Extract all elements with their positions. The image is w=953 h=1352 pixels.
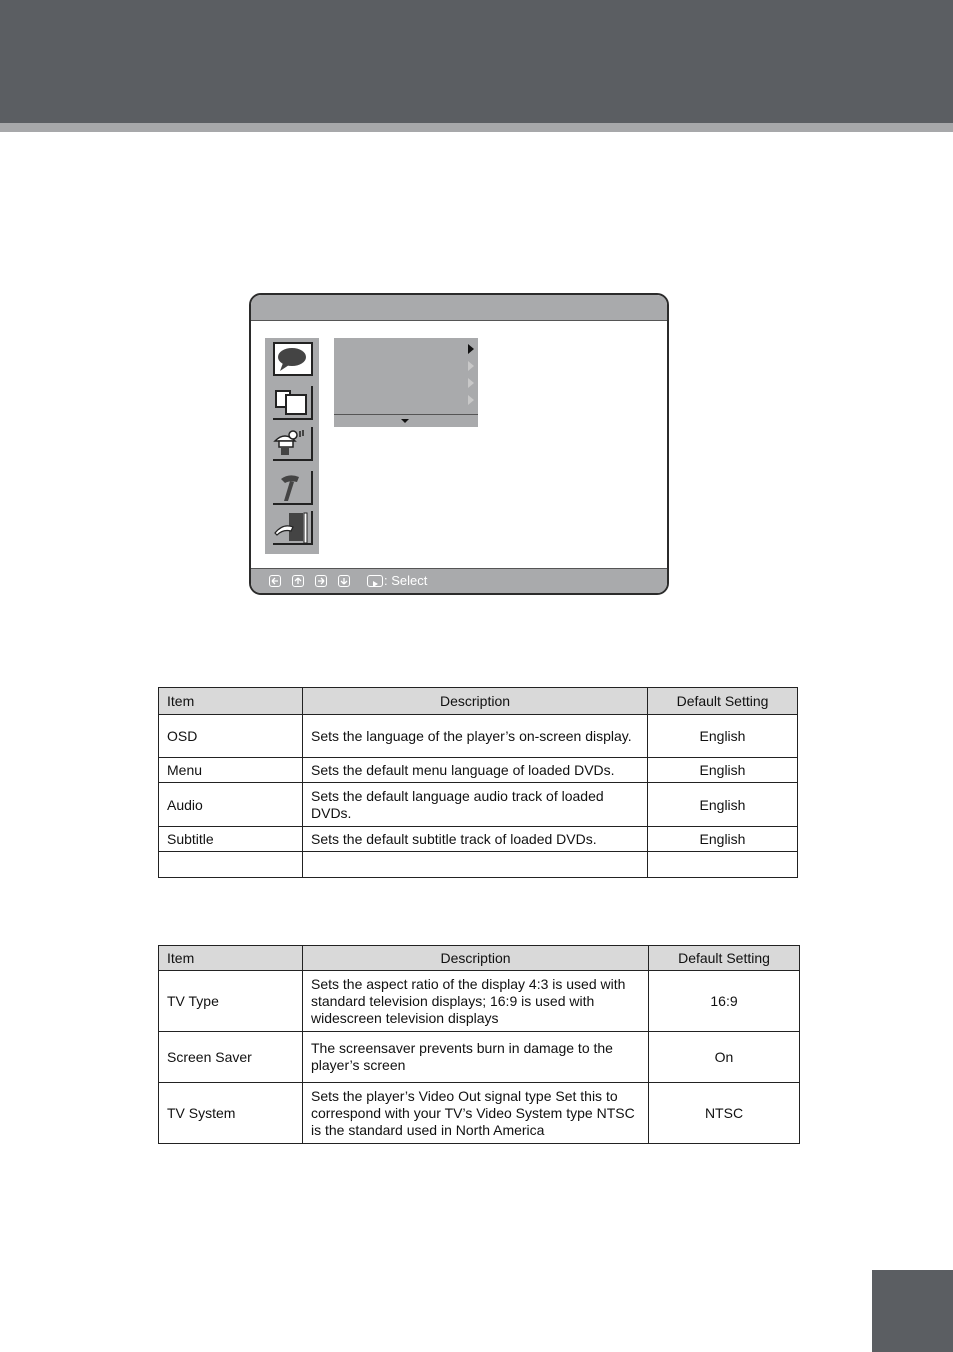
chevron-right-icon [468, 395, 474, 405]
item-cell: Subtitle [159, 827, 303, 852]
description-cell: Sets the default menu language of loaded DVDs. [303, 758, 648, 783]
chevron-down-icon [401, 419, 409, 423]
default-cell: English [648, 827, 798, 852]
item-cell: Menu [159, 758, 303, 783]
description-cell: Sets the player’s Video Out signal type Set this to correspond with your TV’s Video System type NTSC is the standard used in North America [303, 1083, 649, 1144]
chevron-right-icon [468, 344, 474, 354]
submenu-row[interactable] [334, 340, 478, 356]
down-arrow-key-icon [338, 575, 350, 587]
default-cell: English [648, 783, 798, 827]
default-cell [648, 852, 798, 878]
table-row [159, 852, 798, 878]
up-arrow-key-icon [292, 575, 304, 587]
osd-title-bar [251, 295, 667, 321]
description-cell: Sets the default language audio track of loaded DVDs. [303, 783, 648, 827]
description-cell: The screensaver prevents burn in damage to the player’s screen [303, 1032, 649, 1083]
right-arrow-key-icon [315, 575, 327, 587]
table-row [159, 1083, 800, 1144]
page-header-stripe [0, 123, 953, 132]
default-cell: NTSC [649, 1083, 800, 1144]
item-cell: TV Type [159, 971, 303, 1032]
screens-icon[interactable] [273, 386, 313, 420]
default-cell: On [649, 1032, 800, 1083]
left-arrow-key-icon [269, 575, 281, 587]
column-header-item: Item [159, 688, 303, 715]
submenu-divider [334, 414, 478, 415]
item-cell: TV System [159, 1083, 303, 1144]
table-row [159, 1032, 800, 1083]
chevron-right-icon [468, 378, 474, 388]
table-row [159, 758, 798, 783]
column-header-default: Default Setting [648, 688, 798, 715]
description-cell [303, 852, 648, 878]
table-row [159, 971, 800, 1032]
osd-submenu [334, 338, 478, 427]
select-hint: : Select [384, 573, 428, 588]
page-corner-tab [872, 1270, 953, 1352]
osd-sidebar [265, 338, 319, 554]
chevron-right-icon [468, 361, 474, 371]
osd-footer-bar [251, 568, 667, 593]
table-header-row [159, 688, 798, 715]
description-cell: Sets the language of the player’s on-screen display. [303, 715, 648, 758]
hammer-icon[interactable] [273, 471, 313, 505]
description-cell: Sets the aspect ratio of the display 4:3 is used with standard television displays; 16:9 is used with widescreen television displays [303, 971, 649, 1032]
column-header-description: Description [303, 688, 648, 715]
exit-icon[interactable] [273, 511, 313, 545]
video-settings-table [158, 945, 800, 1144]
item-cell [159, 852, 303, 878]
default-cell: English [648, 715, 798, 758]
page-header-bar [0, 0, 953, 123]
table-row [159, 715, 798, 758]
submenu-row[interactable] [334, 357, 478, 373]
play-key-icon [367, 575, 383, 587]
item-cell: Audio [159, 783, 303, 827]
default-cell: 16:9 [649, 971, 800, 1032]
column-header-description: Description [303, 946, 649, 971]
submenu-row[interactable] [334, 391, 478, 407]
table-header-row [159, 946, 800, 971]
column-header-default: Default Setting [649, 946, 800, 971]
default-cell: English [648, 758, 798, 783]
audio-icon[interactable] [273, 427, 313, 461]
description-cell: Sets the default subtitle track of loaded DVDs. [303, 827, 648, 852]
item-cell: OSD [159, 715, 303, 758]
column-header-item: Item [159, 946, 303, 971]
speech-bubble-icon[interactable] [273, 342, 313, 376]
table-row [159, 783, 798, 827]
submenu-row[interactable] [334, 374, 478, 390]
table-row [159, 827, 798, 852]
item-cell: Screen Saver [159, 1032, 303, 1083]
osd-setup-menu [249, 293, 669, 595]
language-settings-table [158, 687, 798, 878]
